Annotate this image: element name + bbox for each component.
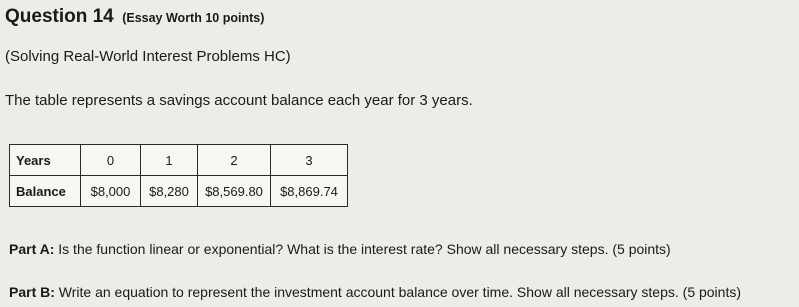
table-row-years	[10, 145, 348, 176]
question-worth: (Essay Worth 10 points)	[122, 11, 265, 25]
table-cell-year: 0	[81, 145, 141, 176]
table-cell-year: 1	[141, 145, 198, 176]
table-cell-balance: $8,569.80	[198, 176, 271, 207]
table-header-years: Years	[10, 145, 81, 176]
part-a-label: Part A:	[9, 241, 55, 257]
table-row-balance	[10, 176, 348, 207]
table-cell-balance: $8,280	[141, 176, 198, 207]
part-a-prompt	[9, 241, 671, 257]
part-a-text: Is the function linear or exponential? What is the interest rate? Show all necessary steps. (5 points)	[58, 241, 671, 257]
part-b-label: Part B:	[9, 284, 55, 300]
question-intro: The table represents a savings account balance each year for 3 years.	[5, 92, 473, 109]
question-header	[5, 6, 264, 28]
part-b-text: Write an equation to represent the investment account balance over time. Show all necessary steps. (5 points)	[58, 284, 742, 300]
question-topic: (Solving Real-World Interest Problems HC)	[5, 48, 291, 65]
part-b-prompt	[9, 284, 741, 300]
table-cell-balance: $8,869.74	[271, 176, 348, 207]
savings-balance-table	[9, 144, 348, 207]
table-header-balance: Balance	[10, 176, 81, 207]
table-cell-year: 2	[198, 145, 271, 176]
table-cell-balance: $8,000	[81, 176, 141, 207]
question-title: Question 14	[5, 6, 114, 27]
table-cell-year: 3	[271, 145, 348, 176]
